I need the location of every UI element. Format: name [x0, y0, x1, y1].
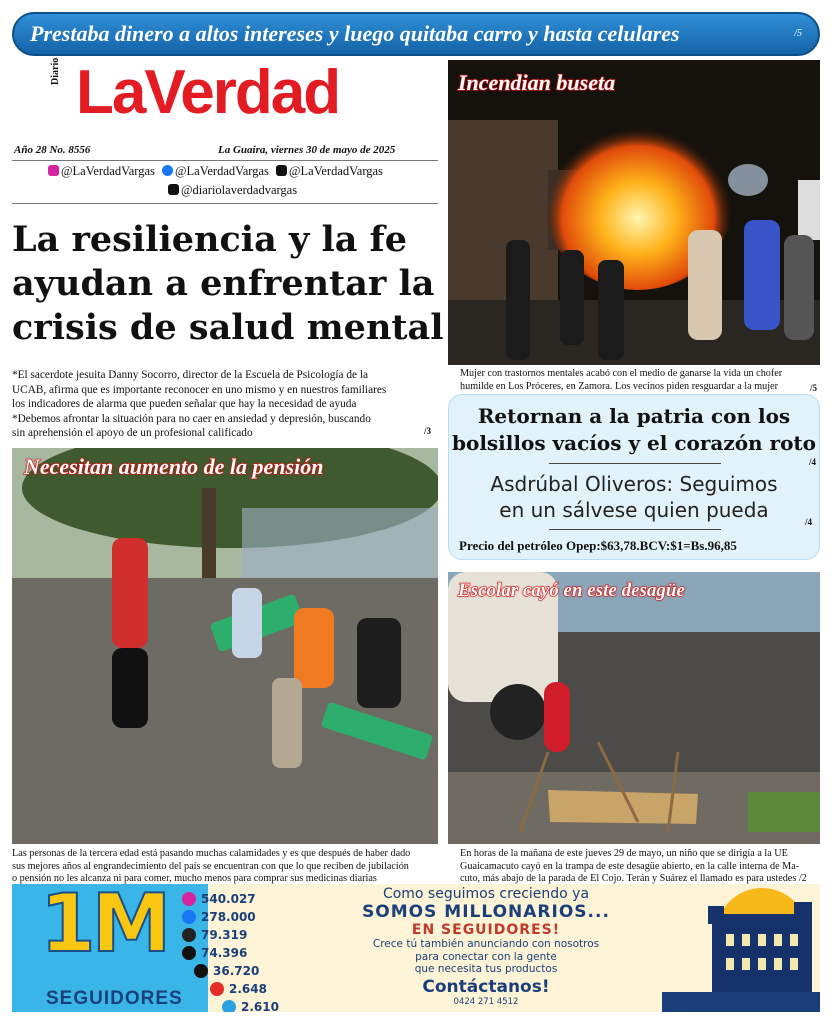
story-divider — [549, 463, 721, 464]
ad-message — [318, 886, 654, 1007]
lead-headline-line[interactable]: ayudan a enfrentar la — [12, 263, 435, 304]
youtube-icon — [210, 982, 224, 996]
castle-icon — [662, 884, 820, 1012]
lead-summary — [12, 368, 432, 441]
x-handle[interactable]: @LaVerdadVargas — [289, 164, 383, 178]
issue-number: Año 28 No. 8556 — [14, 144, 91, 156]
instagram-icon — [182, 892, 196, 906]
stat-row — [222, 998, 279, 1012]
stat-value: 2.648 — [229, 982, 267, 996]
dateline: La Guaira, viernes 30 de mayo de 2025 — [218, 144, 396, 156]
story-box[interactable] — [448, 394, 820, 560]
caption-line: En horas de la mañana de este jueves 29 de mayo, un niño que se dirigía a la UE — [460, 848, 788, 859]
banner-headline[interactable]: Prestaba dinero a altos intereses y luego quitaba carro y hasta celulares — [30, 21, 680, 46]
threads-icon — [182, 928, 196, 942]
ad-line-1: Como seguimos creciendo ya — [382, 886, 590, 902]
ad-line-4a: Crece tú también anunciando con nosotros — [372, 938, 600, 950]
fire-scene — [448, 60, 820, 365]
pension-scene — [12, 448, 438, 844]
stat-value: 79.319 — [201, 928, 248, 942]
caption-line: cuto, más abajo de la parada de El Cojo. Terán y Suárez el llamado es para ustedes /2 — [460, 873, 807, 885]
lead-page-ref: /3 — [424, 426, 432, 436]
story-sub-page-ref: /4 — [805, 517, 813, 527]
pension-caption — [12, 848, 442, 886]
stat-row — [210, 980, 279, 998]
fire-title[interactable]: Incendian buseta — [458, 70, 616, 95]
lead-headline-line[interactable]: crisis de salud mental — [12, 307, 444, 348]
social-handles — [48, 164, 383, 179]
story-headline-line[interactable]: bolsillos vacíos y el corazón roto — [452, 431, 816, 455]
drain-caption — [460, 848, 820, 886]
x-icon — [276, 165, 287, 176]
ad-line-3: EN SEGUIDORES! — [411, 922, 561, 938]
story-page-ref: /4 — [809, 457, 817, 467]
fire-page-ref: /5 — [810, 383, 818, 393]
caption-line: o pensión no les alcanza ni para comer, mucho menos para comprar sus medicinas diarias — [12, 873, 377, 885]
ad-line-4c: que necesita tus productos — [414, 963, 558, 975]
tiktok-icon — [168, 184, 179, 195]
story-headline[interactable] — [449, 403, 819, 457]
pension-photo[interactable] — [12, 448, 438, 844]
stat-value: 74.396 — [201, 946, 248, 960]
drain-title[interactable]: Escolar cayó en este desagüe — [458, 580, 685, 601]
ad-phone[interactable]: 0424 271 4512 — [453, 996, 519, 1007]
summary-line: *El sacerdote jesuita Danny Socorro, director de la Escuela de Psicología de la — [12, 369, 369, 381]
ad-castle-illustration — [662, 884, 820, 1012]
x-icon — [182, 946, 196, 960]
banner-page-ref: /5 — [794, 28, 802, 39]
story-divider-2 — [549, 529, 721, 530]
oil-price-line: Precio del petróleo Opep:$63,78.BCV:$1=Bs.96,85 — [459, 538, 737, 553]
followers-ad[interactable] — [12, 884, 820, 1012]
pension-title[interactable]: Necesitan aumento de la pensión — [24, 454, 324, 479]
drain-scene — [448, 572, 820, 844]
ad-followers-label: SEGUIDORES — [46, 988, 183, 1009]
ad-line-2: SOMOS MILLONARIOS... — [362, 902, 610, 922]
story-headline-line[interactable]: Retornan a la patria con los — [477, 404, 791, 428]
drain-photo[interactable] — [448, 572, 820, 844]
diario-label: Diario — [50, 57, 61, 85]
story-sub-line[interactable]: Asdrúbal Oliveros: Seguimos — [490, 472, 778, 496]
story-subheadline[interactable] — [449, 471, 819, 523]
tiktok-handle[interactable]: @diariolaverdadvargas — [181, 183, 298, 197]
lead-headline[interactable] — [12, 218, 444, 350]
stat-value: 540.027 — [201, 892, 256, 906]
ad-contact-cta[interactable]: Contáctanos! — [422, 976, 550, 997]
ad-stats — [182, 890, 279, 1012]
caption-line: Guaicamacuto cayó en la trampa de este desagüe abierto, en la calle interna de Ma- — [460, 860, 800, 872]
story-sub-line[interactable]: en un sálvese quien pueda — [499, 498, 769, 522]
caption-line: Mujer con trastornos mentales acabó con el medio de ganarse la vida un chofer — [460, 368, 783, 379]
stat-row — [182, 908, 279, 926]
stat-value: 278.000 — [201, 910, 256, 924]
caption-line: Las personas de la tercera edad está pasando muchas calamidades y es que después de haber dado — [12, 848, 411, 859]
stat-row — [182, 944, 279, 962]
instagram-handle[interactable]: @LaVerdadVargas — [61, 164, 155, 178]
summary-line: *Debemos afrontar la situación para no caer en ansiedad y depresión, buscando — [12, 412, 371, 425]
newspaper-logo: LaVerdad — [76, 58, 340, 127]
facebook-icon — [162, 165, 173, 176]
stat-row — [194, 962, 279, 980]
facebook-handle[interactable]: @LaVerdadVargas — [175, 164, 269, 178]
caption-line: sus mejores años al engrandecimiento del país se encuentran con que lo que reciben de jubilación — [12, 860, 409, 872]
instagram-icon — [48, 165, 59, 176]
tiktok-line — [168, 183, 297, 198]
masthead-divider — [12, 160, 438, 161]
summary-line: los indicadores de alarma que pueden señalar que hay la necesidad de ayuda — [12, 398, 357, 411]
facebook-icon — [182, 910, 196, 924]
ad-line-4b: para conectar con la gente — [415, 950, 557, 963]
stat-value: 36.720 — [213, 964, 260, 978]
top-banner[interactable] — [12, 12, 820, 56]
summary-line: sin aprehensión el apoyo de un profesional calificado — [12, 427, 253, 440]
stat-row — [182, 926, 279, 944]
fire-photo[interactable] — [448, 60, 820, 365]
masthead-bottom-divider — [12, 203, 438, 204]
caption-line: humilde en Los Próceres, en Zamora. Los vecinos piden resguardar a la mujer — [460, 380, 778, 392]
stat-row — [182, 890, 279, 908]
summary-line: UCAB, afirma que es importante reconocer en uno mismo y en nuestros familiares — [12, 383, 387, 396]
tiktok-icon — [194, 964, 208, 978]
ad-big-number: 1M — [40, 884, 168, 970]
lead-headline-line[interactable]: La resiliencia y la fe — [12, 219, 407, 260]
fire-caption — [460, 368, 820, 393]
telegram-icon — [222, 1000, 236, 1012]
stat-value: 2.610 — [241, 1000, 279, 1012]
